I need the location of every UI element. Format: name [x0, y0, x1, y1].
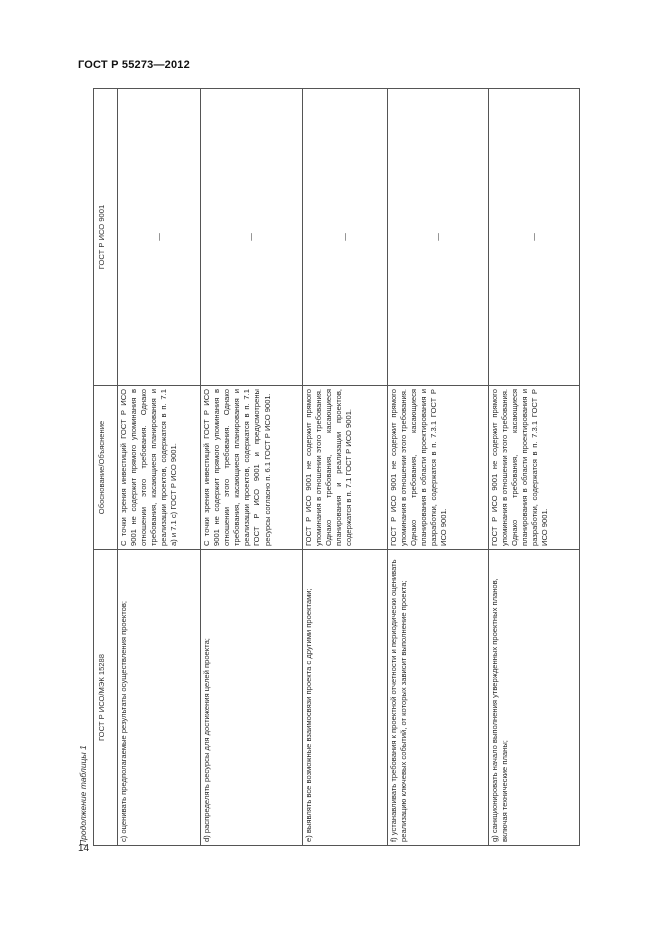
dash-value: —	[246, 233, 256, 241]
cell-justification: С точки зрения инвестиций ГОСТ Р ИСО 9001 не содержит прямого упоминания в отношении этого требования. Однако требования, касающиеся планирования и реализации проектов, содержатся в п. 7.1 а) и 7.1 с) ГОСТ Р ИСО 9001.	[118, 386, 201, 550]
table-row	[303, 89, 388, 846]
table-caption: Продолжение таблицы 1	[78, 745, 88, 846]
cell-iso9001	[303, 89, 388, 386]
comparison-table	[93, 88, 580, 846]
table-row	[489, 89, 580, 846]
table-row	[118, 89, 201, 846]
cell-justification: ГОСТ Р ИСО 9001 не содержит прямого упоминания в отношении этого требования. Однако требования, касающиеся планирования в области проектирования и разработки, содержатся в п. 7.3.1 ГОСТ Р ИСО 9001.	[489, 386, 580, 550]
cell-standard: d) распределять ресурсы для достижения целей проекта;	[201, 550, 303, 846]
cell-justification: С точки зрения инвестиций ГОСТ Р ИСО 9001 не содержит прямого упоминания в отношении этого требования. Однако требования, касающиеся планирования и реализации проектов, содержатся в п. 7.1 ГОСТ Р ИСО 9001 и предусмотрены ресурсы согласно п. 6.1 ГОСТ Р ИСО 9001.	[201, 386, 303, 550]
column-header-gost-15288: ГОСТ Р ИСО/МЭК 15288	[94, 550, 118, 846]
cell-iso9001	[388, 89, 489, 386]
cell-justification: ГОСТ Р ИСО 9001 не содержит прямого упоминания в отношении этого требования. Однако требования, касающиеся планирования в области проектирования и разработки, содержатся в п. 7.3.1 ГОСТ Р ИСО 9001.	[388, 386, 489, 550]
table-row	[388, 89, 489, 846]
document-header: ГОСТ Р 55273—2012	[78, 59, 190, 71]
cell-justification: ГОСТ Р ИСО 9001 не содержит прямого упоминания в отношении этого требования. Однако требования, касающиеся планирования и реализации проектов, содержатся в п. 7.1 ГОСТ Р ИСО 9001.	[303, 386, 388, 550]
rotated-table-region	[73, 89, 575, 846]
column-header-iso-9001: ГОСТ Р ИСО 9001	[94, 89, 118, 386]
table-row	[201, 89, 303, 846]
page-number: 14	[78, 843, 90, 854]
dash-value: —	[339, 233, 349, 241]
cell-standard: c) оценивать предполагаемые результаты осуществления проектов;	[118, 550, 201, 846]
dash-value: —	[432, 233, 442, 241]
cell-iso9001	[489, 89, 580, 386]
cell-standard: f) устанавливать требования к проектной отчетности и периодически оценивать реализацию ключевых событий, от которых зависит выполнение проекта;	[388, 550, 489, 846]
dash-value: —	[153, 233, 163, 241]
table-header-row	[94, 89, 118, 846]
cell-standard: e) выявлять все возможные взаимосвязи проекта с другими проектами;	[303, 550, 388, 846]
cell-iso9001	[118, 89, 201, 386]
cell-standard: g) санкционировать начало выполнения утвержденных проектных планов, включая технические планы;	[489, 550, 580, 846]
dash-value: —	[528, 233, 538, 241]
column-header-justification: Обоснование/Объяснение	[94, 386, 118, 550]
cell-iso9001	[201, 89, 303, 386]
